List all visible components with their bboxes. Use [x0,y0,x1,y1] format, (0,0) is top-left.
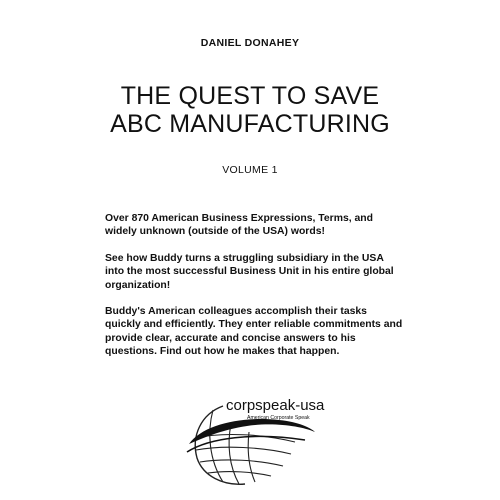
blurb-section [105,212,405,372]
title-line-1: THE QUEST TO SAVE [120,82,380,110]
logo-wordmark: corpspeak-usa [226,397,325,414]
logo-tagline: American Corporate Speak [247,415,310,421]
blurb-paragraph-2: See how Buddy turns a struggling subsidiary in the USA into the most successful Business Unit in his entire global organization! [105,252,394,291]
blurb-paragraph-3: Buddy's American colleagues accomplish their tasks quickly and efficiently. They enter reliable commitments and provide clear, accurate and concise answers to his questions. Find out how he makes that happen. [105,306,403,358]
volume-label: VOLUME 1 [222,164,278,176]
blurb-paragraph-1: Over 870 American Business Expressions, Terms, and widely unknown (outside of the USA) words! [105,213,373,238]
title-line-2: ABC MANUFACTURING [110,110,390,138]
book-title [0,82,500,138]
publisher-logo [183,388,325,488]
author-name: DANIEL DONAHEY [200,37,300,49]
